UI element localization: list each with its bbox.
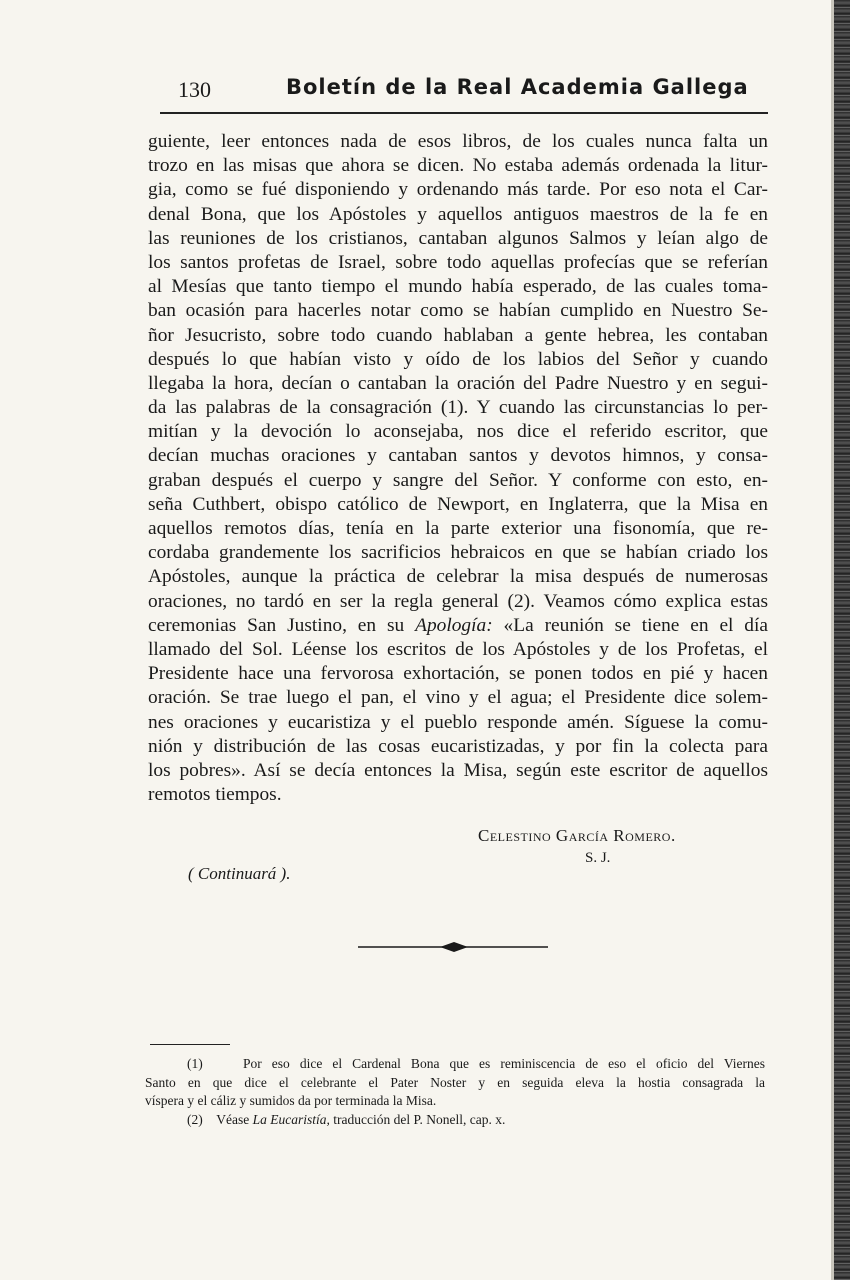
text-line: aquellos remotos días, tenía en la parte exterior una fisonomía, que re-: [148, 518, 768, 539]
text-line: las reuniones de los cristianos, cantaban algunos Salmos y leían algo de: [148, 227, 768, 249]
footnote-1-continued: Santo en que dice el celebrante el Pater Noster y en seguida eleva la hostia consagrada la: [145, 1074, 765, 1090]
article-body: [148, 130, 768, 807]
footnote-text: Véase: [216, 1111, 253, 1127]
footnote-text: Por eso dice el Cardenal Bona que es reminiscencia de eso el oficio del Viernes: [242, 1056, 765, 1071]
journal-title: Boletín de la Real Academia Gallega: [286, 75, 749, 99]
footnote-2: [145, 1111, 765, 1130]
footnotes: [145, 1055, 765, 1129]
text-line-last: remotos tiempos.: [148, 784, 282, 806]
text-line: al Mesías que tanto tiempo el mundo había esperado, de las cuales toma-: [148, 276, 768, 298]
text-line: después lo que habían visto y oído de los labios del Señor y cuando: [148, 348, 768, 370]
page-number: 130: [178, 77, 211, 102]
text-line: mitían y la devoción lo aconsejaba, nos dice el referido escritor, que: [148, 421, 768, 443]
text-line: nión y distribución de las cosas eucaristizadas, y por fin la colecta para: [148, 735, 768, 757]
continuation-note: ( Continuará ).: [188, 864, 291, 883]
text-line: Apóstoles, aunque la práctica de celebrar la misa después de numerosas: [148, 566, 768, 588]
text-line: decían muchas oraciones y cantaban santos y devotos himnos, y consa-: [148, 445, 768, 467]
footnote-marker: (1): [187, 1056, 203, 1071]
text-line: oración. Se trae luego el pan, el vino y el agua; el Presidente dice solem-: [148, 687, 768, 709]
text-line: nes oraciones y eucaristiza y el pueblo responde amén. Síguese la comu-: [148, 711, 768, 733]
text-line: trozo en las misas que ahora se dicen. No estaba además ordenada la litur-: [148, 155, 768, 177]
footnote-separator: [150, 1044, 230, 1045]
footnote-1: [145, 1055, 765, 1074]
book-binding-edge: [834, 0, 850, 1280]
text-line: ban ocasión para hacerles notar como se habían cumplido en Nuestro Se-: [148, 300, 768, 322]
footnote-text: traducción del P. Nonell, cap. x.: [329, 1111, 506, 1127]
text-fragment: ceremonias San Justino, en su: [148, 614, 416, 636]
text-fragment: «La reunión se tiene en el día: [492, 614, 768, 636]
text-line: llamado del Sol. Léense los escritos de los Apóstoles y de los Profetas, el: [148, 638, 768, 660]
section-divider-ornament: [358, 938, 548, 956]
text-line: ñor Jesucristo, sobre todo cuando hablaban a gente hebrea, les contaban: [148, 324, 768, 346]
text-line: los santos profetas de Israel, sobre todo aquellas profecías que se referían: [148, 251, 768, 273]
running-header: [160, 72, 768, 114]
text-line: graban después el cuerpo y sangre del Señor. Y conforme con esto, en-: [148, 469, 768, 491]
text-line: da las palabras de la consagración (1). Y cuando las circunstancias lo per-: [148, 397, 768, 419]
text-line-apologia: [148, 614, 768, 638]
apologia-title: Apología:: [415, 614, 493, 636]
text-line: seña Cuthbert, obispo católico de Newport, en Inglaterra, que la Misa en: [148, 493, 768, 515]
text-line: gia, como se fué disponiendo y ordenando más tarde. Por eso nota el Car-: [148, 179, 768, 201]
text-line: cordaba grandemente los sacrificios hebraicos en que se habían criado los: [148, 542, 768, 564]
cited-work-title: La Eucaristía,: [252, 1111, 330, 1127]
text-line: Presidente hace una fervorosa exhortación, se ponen todos en pié y hacen: [148, 663, 768, 685]
text-line: denal Bona, que los Apóstoles y aquellos antiguos maestros de la fe en: [148, 203, 768, 225]
author-signature: Celestino García Romero.: [478, 826, 676, 845]
footnote-1-end: víspera y el cáliz y sumidos da por terminada la Misa.: [145, 1093, 437, 1108]
religious-order: S. J.: [585, 850, 611, 866]
text-line: los pobres». Así se decía entonces la Misa, según este escritor de aquellos: [148, 759, 768, 781]
text-line: llegaba la hora, decían o cantaban la oración del Padre Nuestro y en segui-: [148, 372, 768, 394]
text-line: oraciones, no tardó en ser la regla general (2). Veamos cómo explica estas: [148, 590, 768, 612]
footnote-marker: (2): [187, 1111, 203, 1127]
text-line: guiente, leer entonces nada de esos libros, de los cuales nunca falta un: [148, 131, 768, 152]
